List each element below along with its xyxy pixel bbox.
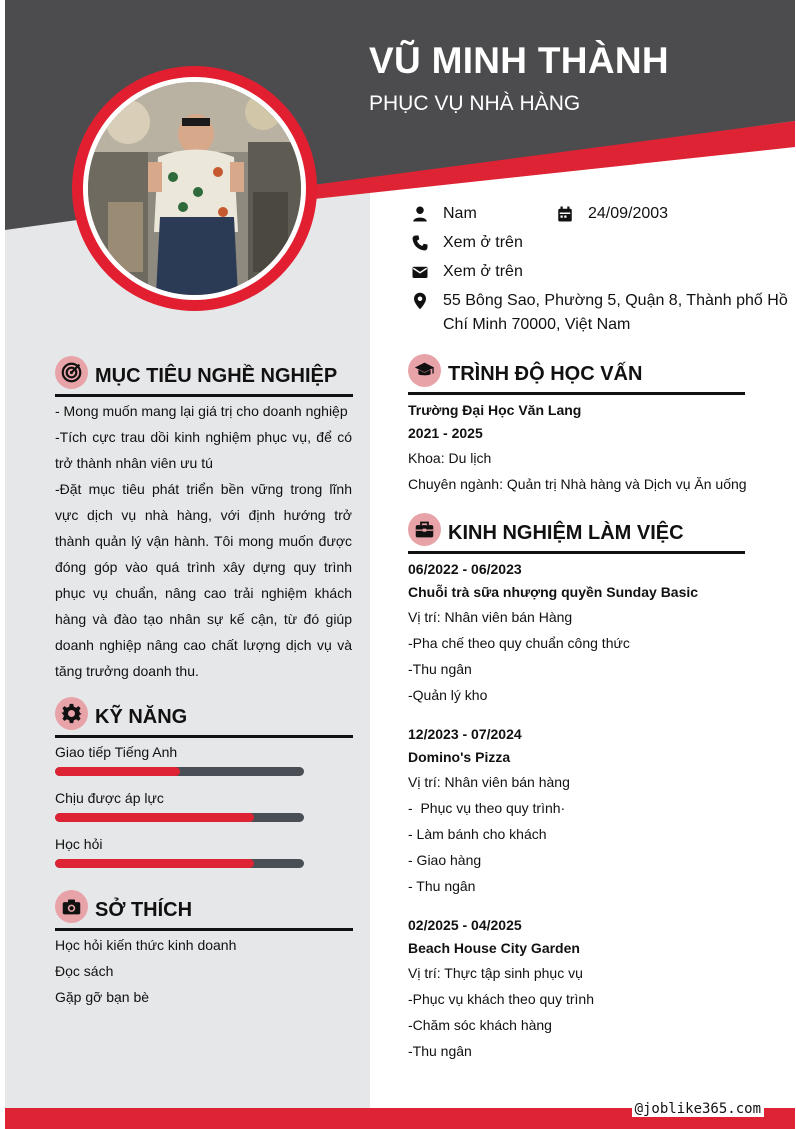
job-period: 12/2023 - 07/2024 xyxy=(408,726,522,742)
skills-rule xyxy=(55,735,353,738)
graduation-cap-icon xyxy=(408,354,441,387)
hobby-item: Gặp gỡ bạn bè xyxy=(55,989,150,1005)
job-duty: - Phục vụ theo quy trình· xyxy=(408,800,566,816)
profile-photo xyxy=(88,82,301,295)
job-company: Chuỗi trà sữa nhượng quyền Sunday Basic xyxy=(408,584,699,600)
user-icon xyxy=(411,205,429,223)
hobby-item: Đọc sách xyxy=(55,963,114,979)
job-duty: -Thu ngân xyxy=(408,1043,472,1059)
education-title: TRÌNH ĐỘ HỌC VẤN xyxy=(448,363,643,385)
job-company: Beach House City Garden xyxy=(408,940,580,956)
skill-bar xyxy=(55,859,304,868)
skill-label: Chịu được áp lực xyxy=(55,790,164,806)
hobbies-rule xyxy=(55,928,353,931)
job-duty: -Quản lý kho xyxy=(408,687,488,703)
candidate-role: PHỤC VỤ NHÀ HÀNG xyxy=(369,92,581,115)
job-period: 02/2025 - 04/2025 xyxy=(408,917,522,933)
job-position: Vị trí: Nhân viên bán hàng xyxy=(408,774,570,790)
job-period: 06/2022 - 06/2023 xyxy=(408,561,522,577)
location-icon xyxy=(411,292,429,310)
birthday-value: 24/09/2003 xyxy=(588,205,669,222)
email-value: Xem ở trên xyxy=(443,263,523,280)
hobbies-title: SỞ THÍCH xyxy=(95,899,193,921)
job-position: Vị trí: Nhân viên bán Hàng xyxy=(408,609,573,625)
skill-bar-fill xyxy=(55,859,254,868)
hobby-item: Học hỏi kiến thức kinh doanh xyxy=(55,937,237,953)
experience-section-header xyxy=(408,513,745,555)
job-duty: - Giao hàng xyxy=(408,852,482,868)
email-icon xyxy=(411,263,429,281)
watermark-link[interactable]: @joblike365.com xyxy=(632,1101,764,1117)
school-major: Chuyên ngành: Quản trị Nhà hàng và Dịch vụ Ăn uống xyxy=(408,476,747,492)
objective-line: - Mong muốn mang lại giá trị cho doanh nghiệp xyxy=(55,403,348,419)
phone-value: Xem ở trên xyxy=(443,234,523,251)
skill-bar xyxy=(55,813,304,822)
objective-section-header xyxy=(55,356,353,398)
job-duty: - Thu ngân xyxy=(408,878,476,894)
address-line-2: Chí Minh 70000, Việt Nam xyxy=(443,316,631,333)
job-duty: - Làm bánh cho khách xyxy=(408,826,547,842)
gear-icon xyxy=(55,697,88,730)
address-line-1: 55 Bông Sao, Phường 5, Quận 8, Thành phố Hồ xyxy=(443,292,788,309)
job-duty: -Phục vụ khách theo quy trình xyxy=(408,991,594,1007)
gender-value: Nam xyxy=(443,205,477,222)
objective-text xyxy=(55,398,352,684)
job-company: Domino's Pizza xyxy=(408,749,511,765)
objective-rule xyxy=(55,394,353,397)
experience-title: KINH NGHIỆM LÀM VIỆC xyxy=(448,522,684,544)
skill-bar xyxy=(55,767,304,776)
job-duty: -Chăm sóc khách hàng xyxy=(408,1017,552,1033)
skill-label: Học hỏi xyxy=(55,836,103,852)
skill-label: Giao tiếp Tiếng Anh xyxy=(55,744,178,760)
school-years: 2021 - 2025 xyxy=(408,425,483,441)
education-section-header xyxy=(408,354,745,396)
school-faculty: Khoa: Du lịch xyxy=(408,450,492,466)
job-duty: -Thu ngân xyxy=(408,661,472,677)
job-position: Vị trí: Thực tập sinh phục vụ xyxy=(408,965,583,981)
objective-title: MỤC TIÊU NGHỀ NGHIỆP xyxy=(95,365,338,387)
resume-page xyxy=(5,0,795,1129)
hobbies-section-header xyxy=(55,890,353,932)
target-icon xyxy=(55,356,88,389)
skill-bar-fill xyxy=(55,813,254,822)
skill-bar-fill xyxy=(55,767,180,776)
experience-rule xyxy=(408,551,745,554)
school-name: Trường Đại Học Văn Lang xyxy=(408,402,582,418)
job-duty: -Pha chế theo quy chuẩn công thức xyxy=(408,635,630,651)
objective-line: -Đặt mục tiêu phát triển bền vững trong lĩnh vực dịch vụ nhà hàng, với định hướng trở thành quản lý vận hành. Tôi mong muốn được đóng góp vào quá trình xây dựng quy trình phục vụ chuẩn, nâng cao trải nghiệm khách hàng và đào tạo nhân sự kế cận, từ đó giúp doanh nghiệp nâng cao chất lượng dịch vụ và tăng trưởng doanh thu. xyxy=(55,481,352,679)
phone-icon xyxy=(411,234,429,252)
briefcase-icon xyxy=(408,513,441,546)
objective-line: -Tích cực trau dồi kinh nghiệm phục vụ, để có trở thành nhân viên ưu tú xyxy=(55,429,352,471)
calendar-icon xyxy=(556,205,574,223)
skills-title: KỸ NĂNG xyxy=(95,706,188,728)
camera-icon xyxy=(55,890,88,923)
skills-section-header xyxy=(55,697,353,739)
candidate-name: VŨ MINH THÀNH xyxy=(369,40,669,81)
education-rule xyxy=(408,392,745,395)
